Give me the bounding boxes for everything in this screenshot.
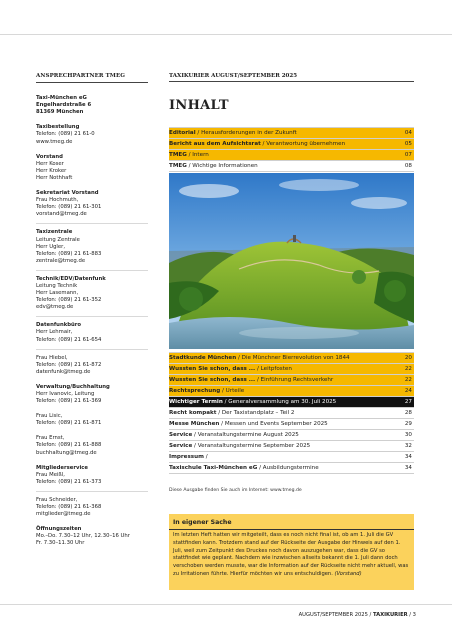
contact-group-title: Verwaltung/Buchhaltung [36,383,110,390]
contact-line: Frau Schneider, [36,496,78,503]
toc-entry[interactable] [169,161,414,172]
section-divider [36,223,148,224]
section-divider [36,349,148,350]
toc-entry[interactable] [169,430,414,441]
contact-group [36,190,148,218]
toc-entry-page: 28 [404,410,412,416]
contact-line[interactable]: datenfunk@tmeg.de [36,368,91,375]
contact-line[interactable]: buchhaltung@tmeg.de [36,449,97,456]
company-street: Engelhardstraße 6 [36,102,92,109]
contact-line[interactable]: edv@tmeg.de [36,304,74,311]
notice-box [169,514,414,590]
toc-entry-page: 22 [404,377,412,383]
toc-entry-title: Service [169,432,193,438]
toc-entry-page: 22 [404,366,412,372]
contact-group [36,276,148,311]
page-title: INHALT [169,98,229,113]
notice-signature: (Vorstand) [334,570,362,577]
contact-line: Herr Nothhaft [36,174,73,181]
contact-group [36,355,148,376]
toc-entry-page: 29 [404,421,412,427]
contact-line: Telefon: (089) 21 61-883 [36,250,102,257]
contact-group [36,384,148,405]
section-divider [36,316,148,317]
toc-entry-subtitle: / Einführung Rechtsverkehr [255,377,334,383]
contact-group [36,124,148,145]
contact-line: Herr Lasemann, [36,290,79,297]
online-note: Diese Ausgabe finden Sie auch im Internet: www.tmeg.de [169,488,302,493]
contact-group-title: Taxizentrale [36,229,73,236]
contact-line: Herr Ivanovic, Leitung [36,391,95,397]
toc-entry-subtitle: / Die Münchner Bierrevolution von 1844 [236,355,350,361]
contact-line: Telefon: (089) 21 61-888 [36,442,102,449]
toc-entry-subtitle: / Leitpfosten [255,366,292,372]
toc-entry-title: Wichtiger Termin [169,399,223,405]
contact-line[interactable]: vorstand@tmeg.de [36,211,87,218]
contact-group [36,526,148,547]
toc-entry[interactable] [169,386,414,397]
contact-line: Telefon: (089) 21 61-654 [36,336,102,343]
notice-title: In eigener Sache [173,519,232,526]
toc-entry-title: Taxischule Taxi-München eG [169,465,258,471]
contact-group [36,465,148,486]
contact-line: Leitung Zentrale [36,236,80,243]
toc-entry-title: Bericht aus dem Aufsichtsrat [169,141,261,147]
company-name: Taxi-München eG [36,95,87,102]
contact-line: Telefon: (089) 21 61-373 [36,478,102,485]
contact-group-title: Öffnungszeiten [36,526,82,533]
contact-line: Leitung Technik [36,282,78,289]
toc-entry-title: Impressum [169,454,204,460]
toc-entry-title: Editorial [169,130,196,136]
contents-column [169,73,414,113]
contact-group [36,154,148,182]
contact-group-title: Sekretariat Vorstand [36,190,99,197]
toc-entry-title: TMEG [169,163,187,169]
company-address [36,95,148,116]
issue-heading: TAXIKURIER AUGUST/SEPTEMBER 2025 [169,73,298,79]
contact-group-title: Mitgliederservice [36,464,88,471]
toc-entry-title: TMEG [169,152,187,158]
toc-entry[interactable] [169,441,414,452]
toc-entry[interactable] [169,150,414,161]
contact-line: Frau Meißl, [36,471,65,478]
contact-line: Telefon: (089) 21 61-0 [36,131,95,138]
toc-entry-subtitle: / Der Taxistandplatz – Teil 2 [216,410,295,416]
contact-line: Frau Hochmuth, [36,197,79,204]
toc-entry[interactable] [169,375,414,386]
toc-entry-title: Service [169,443,193,449]
contact-line: Fr. 7.30–11.30 Uhr [36,540,85,547]
contact-group [36,229,148,264]
toc-entry-page: 24 [404,388,412,394]
contact-line[interactable]: mitglieder@tmeg.de [36,511,91,518]
toc-entry-page: 08 [404,163,412,169]
toc-entry-page: 20 [404,355,412,361]
contact-line: Telefon: (089) 21 61-872 [36,361,102,368]
contact-group-title: Vorstand [36,153,63,160]
toc-entry[interactable] [169,127,414,139]
footer-page-number: / 3 [407,612,416,618]
toc-entry[interactable] [169,352,414,364]
contact-line: Herr Ugler, [36,243,66,250]
contact-line: Herr Lehmair, [36,329,73,336]
cover-photo-park-landscape [169,173,414,349]
toc-entry-subtitle: / [203,454,208,460]
notice-body: Im letzten Heft hatten wir mitgeteilt, dass es noch nicht final ist, ob am 1. Juli die GV stattfinden kann. Trotzdem stand auf der Rückseite der Ausgabe der Hinweis auf den 1. Juli, weil zum Zeitpunkt des Druckes noch davon auszugehen war, dass die GV so stattfindet wie geplant. Nachdem wie inzwischen allseits bekannt die 1. Juli dann doch verschoben werden musste, war die Information auf der Rückseite nicht mehr aktuell, was zu Irritationen führte. Hierfür möchten wir uns entschuldigen. [173,532,409,577]
toc-entry-page: 30 [404,432,412,438]
contact-line: Frau Hiebel, [36,354,68,361]
contact-line: Mo.–Do. 7.30–12 Uhr, 12.30–16 Uhr [36,533,130,540]
toc-entry-page: 32 [404,443,412,449]
footer-issue: AUGUST/SEPTEMBER 2025 / [298,612,373,618]
contact-group [36,497,148,518]
toc-entry-title: Messe München [169,421,220,427]
toc-entry-page: 05 [404,141,412,147]
contacts-heading-rule [36,82,148,83]
toc-entry-subtitle: / Messen und Events September 2025 [219,421,328,427]
section-divider [36,491,148,492]
bottom-divider [0,604,452,605]
contacts-column [36,73,148,548]
toc-entry[interactable] [169,364,414,375]
contact-line: Telefon: (089) 21 61-369 [36,398,102,405]
contact-line: Herr Kroker [36,167,67,174]
toc-entry-page: 34 [404,465,412,471]
toc-entry-page: 04 [404,130,412,136]
company-city: 81369 München [36,109,84,116]
notice-text [173,532,411,579]
contact-group-title: Taxibestellung [36,124,80,131]
toc-entry[interactable] [169,452,414,463]
page-footer [299,612,416,618]
contact-line: Frau Lisic, [36,413,63,420]
toc-entry-page: 34 [404,454,412,460]
contact-line: Telefon: (089) 21 61-871 [36,420,102,427]
contact-groups [36,124,148,547]
contact-line: Herr Koser [36,160,64,167]
toc-entry-title: Recht kompakt [169,410,217,416]
toc-entry-page: 07 [404,152,412,158]
toc-entry-title: Stadtkunde München [169,355,237,361]
toc-entry-page: 27 [404,399,412,405]
toc-entry-subtitle: / Generalversammlung am 30. Juli 2025 [222,399,337,405]
toc-entry-subtitle: / Verantwortung übernehmen [260,141,346,147]
toc-entry-subtitle: / Herausforderungen in der Zukunft [195,130,297,136]
toc-entry-subtitle: / Veranstaltungstermine September 2025 [192,443,311,449]
toc-entry[interactable] [169,463,414,474]
contact-group [36,413,148,427]
toc-entry-title: Wussten Sie schon, dass ... [169,377,256,383]
toc-entry-subtitle: / Ausbildungstermine [257,465,319,471]
contacts-heading: ANSPRECHPARTNER TMEG [36,73,126,79]
contact-group-title: Technik/EDV/Datenfunk [36,275,106,282]
top-divider [0,34,452,35]
contact-group-title: Datenfunkbüro [36,322,82,329]
toc-entry[interactable] [169,419,414,430]
toc-entry-subtitle: / Intern [186,152,209,158]
contact-group [36,322,148,343]
contact-line: Telefon: (089) 21 61-352 [36,297,102,304]
section-divider [36,270,148,271]
toc-bottom-list [169,352,414,474]
toc-entry-subtitle: / Urteile [220,388,245,394]
footer-brand: TAXIKURIER [372,612,408,618]
toc-entry[interactable] [169,139,414,150]
contact-line[interactable]: zentrale@tmeg.de [36,257,86,264]
toc-entry-subtitle: / Wichtige Informationen [186,163,258,169]
contact-line[interactable]: www.tmeg.de [36,138,73,145]
toc-entry-title: Wussten Sie schon, dass ... [169,366,256,372]
contact-line: Frau Ernst, [36,435,65,442]
toc-entry-subtitle: / Veranstaltungstermine August 2025 [192,432,299,438]
toc-entry-title: Rechtsprechung [169,388,221,394]
contact-line: Telefon: (089) 21 61-368 [36,504,102,511]
notice-rule [169,529,414,530]
issue-heading-rule [169,81,414,82]
contact-line: Telefon: (089) 21 61-301 [36,204,102,211]
toc-entry[interactable] [169,397,414,408]
toc-entry[interactable] [169,408,414,419]
contact-group [36,435,148,456]
